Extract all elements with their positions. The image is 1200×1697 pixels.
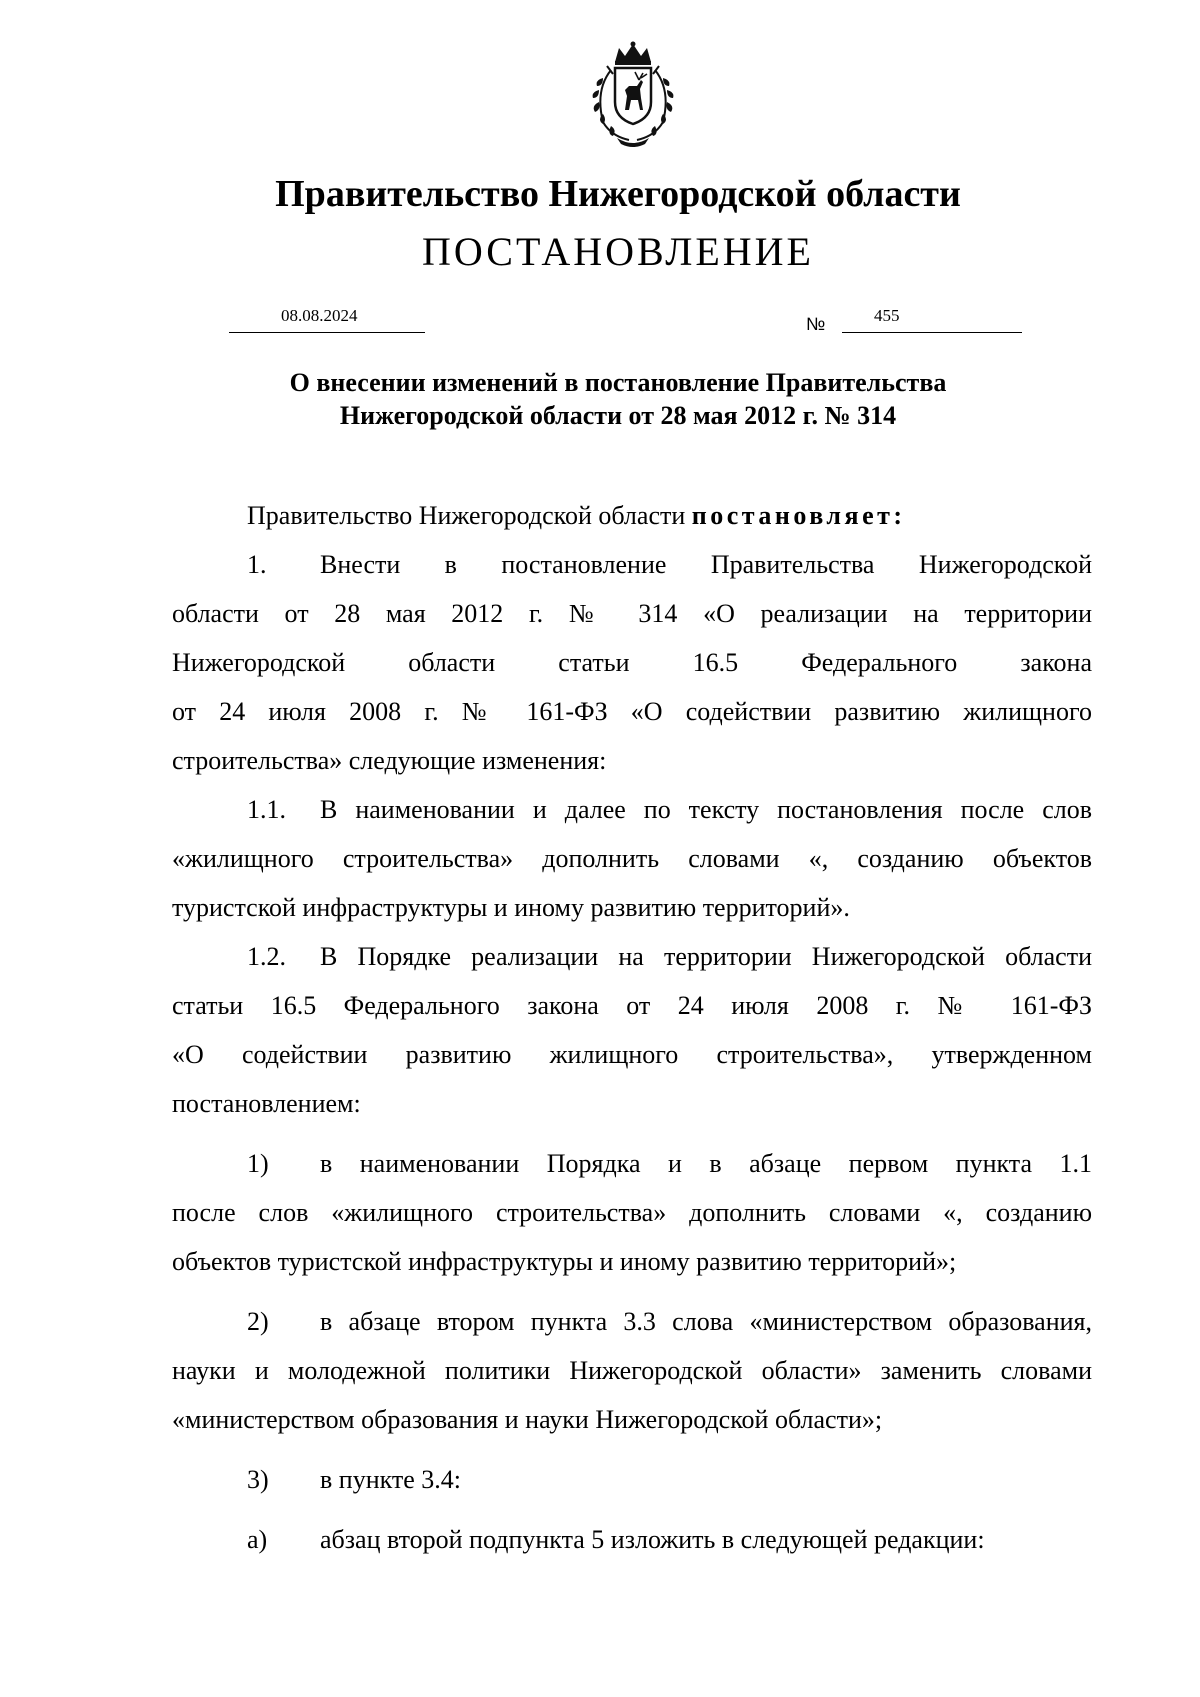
subitem-2-line [172,1297,1092,1346]
paragraph-1-2-line: «О содействии развитию жилищного строительства», утвержденном [172,1040,1092,1069]
heading-line: Нижегородской области от 28 мая 2012 г. № 314 [339,401,897,430]
number-field [842,304,1022,333]
paragraph-1-line [172,540,1092,589]
nizhny-novgorod-coat-of-arms-icon [577,40,689,148]
paragraph-1-2-line: постановлением: [172,1089,361,1118]
paragraph-1-2-line [172,932,1092,981]
subitem-2-line: «министерством образования и науки Нижегородской области»; [172,1405,883,1434]
paragraph-1-line: области от 28 мая 2012 г. № 314 «О реализации на территории [172,599,1092,628]
paragraph-1-1-line: «жилищного строительства» дополнить словами «, созданию объектов [172,844,1092,873]
intro-text: Правительство Нижегородской области [247,501,692,530]
paragraph-number: 1.2. [247,942,286,971]
paragraph-text: Внести в постановление Правительства Нижегородской [320,550,1092,579]
subitem-text: абзац второй подпункта 5 изложить в следующей редакции: [320,1525,985,1554]
subitem-2-line: науки и молодежной политики Нижегородской области» заменить словами [172,1356,1092,1385]
subitem-text: в наименовании Порядка и в абзаце первом пункта 1.1 [320,1149,1092,1178]
paragraph-text: В наименовании и далее по тексту постановления после слов [320,795,1092,824]
document-body [172,491,1092,1564]
paragraph-text: В Порядке реализации на территории Нижегородской области [320,942,1092,971]
paragraph-1-line: от 24 июля 2008 г. № 161-ФЗ «О содействии развитию жилищного [172,697,1092,726]
subitem-3-line [172,1455,1092,1504]
subitem-number: 2) [247,1307,269,1336]
subitem-text: в абзаце втором пункта 3.3 слова «министерством образования, [320,1307,1092,1336]
subitem-1-line [172,1139,1092,1188]
date-field [229,304,425,333]
intro-paragraph [172,491,1092,540]
number-sign: № [806,314,826,334]
government-name: Правительство Нижегородской области [275,173,961,215]
subitem-number: а) [247,1525,268,1554]
subitem-number: 1) [247,1149,269,1178]
document-type: ПОСТАНОВЛЕНИЕ [422,229,814,274]
document-heading [0,366,1200,432]
paragraph-1-2-line: статьи 16.5 Федерального закона от 24 июля 2008 г. № 161-ФЗ [172,991,1092,1020]
intro-verb: постановляет: [691,501,906,530]
subitem-text: в пункте 3.4: [320,1465,462,1494]
paragraph-1-1-line [172,785,1092,834]
subitem-a-line [172,1515,1092,1564]
subitem-1-line: после слов «жилищного строительства» дополнить словами «, созданию [172,1198,1092,1227]
document-number: 455 [874,306,900,325]
subitem-number: 3) [247,1465,269,1494]
paragraph-1-line: Нижегородской области статьи 16.5 Федерального закона [172,648,1092,677]
paragraph-number: 1.1. [247,795,286,824]
document-date: 08.08.2024 [281,306,358,325]
paragraph-number: 1. [247,550,267,579]
paragraph-1-line: строительства» следующие изменения: [172,746,607,775]
paragraph-1-1-line: туристской инфраструктуры и иному развитию территорий». [172,893,850,922]
heading-line: О внесении изменений в постановление Правительства [289,368,947,397]
subitem-1-line: объектов туристской инфраструктуры и иному развитию территорий»; [172,1247,957,1276]
